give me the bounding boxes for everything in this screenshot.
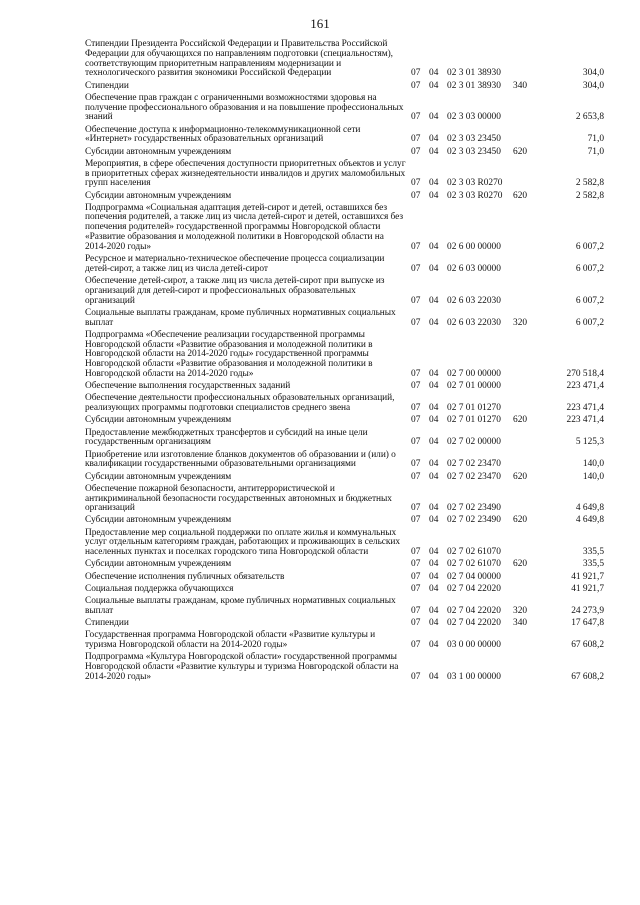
row-subsection: 04 [429, 295, 439, 306]
row-section: 07 [411, 471, 421, 482]
row-section: 07 [411, 146, 421, 157]
row-subsection: 04 [429, 618, 439, 628]
row-amount: 4 649,8 [575, 503, 604, 514]
row-section: 07 [411, 459, 421, 470]
row-subsection: 04 [429, 583, 439, 594]
row-target-code: 02 7 02 23490 [447, 503, 501, 514]
row-amount: 71,0 [587, 134, 604, 145]
table-row [85, 160, 604, 192]
row-name: Предоставление мер социальной поддержки по оплате жилья и коммунальных услуг отдельным категориям граждан, работающих и проживающих в сельских населенных пунктах и поселках городского типа Новгородской области [85, 527, 401, 558]
row-target-code: 02 7 02 23470 [447, 459, 501, 470]
row-target-code: 02 3 01 38930 [447, 80, 501, 91]
row-amount: 41 921,7 [571, 571, 604, 582]
row-section: 07 [411, 190, 421, 201]
row-section: 07 [411, 112, 421, 123]
row-subsection: 04 [429, 547, 439, 558]
row-target-code: 02 3 03 R0270 [447, 190, 503, 201]
row-subsection: 04 [429, 381, 439, 392]
row-subsection: 04 [429, 190, 439, 201]
table-row [85, 82, 604, 94]
row-subsection: 04 [429, 241, 439, 252]
row-name: Обеспечение детей-сирот, а также лиц из числа детей-сирот при выпуске из организаций для детей-сирот и профессиональных образовательных организаций [85, 276, 385, 306]
table-row [85, 204, 604, 255]
row-name: Субсидии автономным учреждениям [85, 515, 232, 526]
table-row [85, 40, 604, 82]
row-amount: 4 649,8 [575, 515, 604, 526]
row-amount: 5 125,3 [575, 437, 604, 448]
row-expense-type [513, 94, 539, 126]
row-section: 07 [411, 403, 421, 414]
table-row [85, 309, 604, 331]
row-target-code: 02 7 02 61070 [447, 559, 501, 570]
row-target-code: 02 3 03 23450 [447, 134, 501, 145]
row-amount: 304,0 [582, 68, 604, 79]
row-expense-type [513, 451, 539, 473]
row-subsection: 04 [429, 415, 439, 426]
table-row [85, 516, 604, 528]
row-expense-type [513, 255, 539, 277]
row-section: 07 [411, 369, 421, 379]
row-section: 07 [411, 571, 421, 582]
row-target-code: 02 7 00 00000 [447, 369, 501, 379]
row-subsection: 04 [429, 503, 439, 514]
row-expense-type: 340 [513, 618, 528, 628]
row-target-code: 02 7 01 01270 [447, 415, 501, 426]
row-name: Приобретение или изготовление бланков документов об образовании и (или) о квалификации государственными образовательными организациями [85, 449, 396, 470]
row-section: 07 [411, 671, 421, 682]
table-row [85, 573, 604, 585]
row-subsection: 04 [429, 459, 439, 470]
row-name: Субсидии автономным учреждениям [85, 146, 232, 157]
row-expense-type: 620 [513, 415, 528, 426]
row-target-code: 02 6 03 22030 [447, 317, 501, 328]
row-name: Подпрограмма «Социальная адаптация детей-сирот и детей, оставшихся без попечения родителей, а также лиц из числа детей-сирот и детей, оставшихся без попечения родителей» государственной программы Новгородской области «Развитие образования и молодежной политики в Новгородской области на 2014-2020 годы» [85, 202, 403, 252]
row-expense-type: 620 [513, 190, 528, 201]
row-amount: 41 921,7 [571, 583, 604, 594]
row-amount: 223 471,4 [566, 381, 604, 392]
row-name: Субсидии автономным учреждениям [85, 415, 232, 426]
row-target-code: 03 1 00 00000 [447, 671, 501, 682]
row-section: 07 [411, 503, 421, 514]
table-row [85, 148, 604, 160]
row-target-code: 02 3 03 00000 [447, 112, 501, 123]
row-section: 07 [411, 263, 421, 274]
row-subsection: 04 [429, 403, 439, 414]
row-target-code: 02 3 01 38930 [447, 68, 501, 79]
row-name: Субсидии автономным учреждениям [85, 190, 232, 201]
row-name: Стипендии [85, 618, 129, 628]
row-subsection: 04 [429, 317, 439, 328]
table-row [85, 255, 604, 277]
row-section: 07 [411, 295, 421, 306]
row-amount: 140,0 [582, 471, 604, 482]
row-amount: 335,5 [582, 547, 604, 558]
row-name: Субсидии автономным учреждениям [85, 559, 232, 570]
row-amount: 6 007,2 [575, 241, 604, 252]
row-amount: 17 647,8 [571, 618, 604, 628]
row-target-code: 02 7 02 23470 [447, 471, 501, 482]
table-row [85, 529, 604, 561]
row-target-code: 02 7 01 00000 [447, 381, 501, 392]
row-section: 07 [411, 178, 421, 189]
row-target-code: 02 7 02 61070 [447, 547, 501, 558]
row-amount: 223 471,4 [566, 415, 604, 426]
row-name: Подпрограмма «Культура Новгородской области» государственной программы Новгородской области «Развитие культуры и туризма Новгородской области на 2014-2020 годы» [85, 652, 399, 682]
row-amount: 140,0 [582, 459, 604, 470]
row-section: 07 [411, 317, 421, 328]
row-amount: 335,5 [582, 559, 604, 570]
row-expense-type [513, 429, 539, 451]
row-name: Государственная программа Новгородской области «Развитие культуры и туризма Новгородской области на 2014-2020 годы» [85, 630, 376, 650]
table-row [85, 653, 604, 685]
table-row [85, 416, 604, 428]
row-subsection: 04 [429, 559, 439, 570]
row-expense-type [513, 160, 539, 192]
row-expense-type: 620 [513, 471, 528, 482]
row-name: Обеспечение прав граждан с ограниченными возможностями здоровья на получение профессионального образования и на повышение профессиональных знаний [85, 92, 404, 123]
row-target-code: 02 6 03 22030 [447, 295, 501, 306]
row-amount: 2 582,8 [575, 178, 604, 189]
table-row [85, 429, 604, 451]
row-section: 07 [411, 437, 421, 448]
row-name: Обеспечение пожарной безопасности, антитеррористической и антикриминальной безопасности государственных автономных и бюджетных организаций [85, 483, 392, 514]
row-section: 07 [411, 618, 421, 628]
budget-table [85, 40, 604, 685]
row-name: Обеспечение выполнения государственных заданий [85, 381, 291, 392]
row-name: Ресурсное и материально-техническое обеспечение процесса социализации детей-сирот, а также лиц из числа детей-сирот [85, 254, 385, 274]
row-expense-type [513, 40, 539, 82]
row-target-code: 02 3 03 23450 [447, 146, 501, 157]
row-amount: 2 653,8 [575, 112, 604, 123]
row-section: 07 [411, 515, 421, 526]
row-name: Стипендии Президента Российской Федерации и Правительства Российской Федерации для обучающихся по направлениям подготовки (специальностям), соответствующим приоритетным направлениям модернизации и технологического развития экономики Российской Федерации [85, 39, 393, 79]
row-name: Обеспечение исполнения публичных обязательств [85, 571, 285, 582]
row-section: 07 [411, 583, 421, 594]
row-target-code: 02 6 00 00000 [447, 241, 501, 252]
row-name: Мероприятия, в сфере обеспечения доступности приоритетных объектов и услуг в приоритетных сферах жизнедеятельности инвалидов и других маломобильных групп населения [85, 158, 406, 189]
row-subsection: 04 [429, 605, 439, 616]
row-section: 07 [411, 605, 421, 616]
table-row [85, 631, 604, 653]
row-amount: 71,0 [587, 146, 604, 157]
row-section: 07 [411, 639, 421, 650]
row-amount: 304,0 [582, 80, 604, 91]
row-subsection: 04 [429, 671, 439, 682]
row-amount: 270 518,4 [566, 369, 604, 379]
table-row [85, 485, 604, 517]
row-section: 07 [411, 241, 421, 252]
table-row [85, 451, 604, 473]
row-expense-type [513, 573, 539, 585]
row-section: 07 [411, 547, 421, 558]
row-section: 07 [411, 80, 421, 91]
row-expense-type [513, 382, 539, 394]
row-expense-type [513, 277, 539, 309]
row-expense-type: 620 [513, 559, 528, 570]
row-amount: 6 007,2 [575, 263, 604, 274]
row-name: Предоставление межбюджетных трансфертов и субсидий на иные цели государственным организациям [85, 427, 368, 448]
row-target-code: 02 7 04 00000 [447, 571, 501, 582]
budget-table-body [85, 40, 604, 685]
row-subsection: 04 [429, 639, 439, 650]
table-row [85, 192, 604, 204]
row-target-code: 02 6 03 00000 [447, 263, 501, 274]
row-expense-type [513, 331, 539, 382]
table-row [85, 394, 604, 416]
row-section: 07 [411, 415, 421, 426]
row-subsection: 04 [429, 437, 439, 448]
row-amount: 6 007,2 [575, 317, 604, 328]
table-row [85, 331, 604, 382]
table-row [85, 126, 604, 148]
row-target-code: 02 7 02 00000 [447, 437, 501, 448]
row-target-code: 02 7 04 22020 [447, 618, 501, 628]
row-name: Субсидии автономным учреждениям [85, 471, 232, 482]
row-subsection: 04 [429, 571, 439, 582]
table-row [85, 277, 604, 309]
row-name: Социальная поддержка обучающихся [85, 583, 234, 594]
row-expense-type [513, 204, 539, 255]
row-expense-type: 320 [513, 605, 528, 616]
row-expense-type [513, 653, 539, 685]
row-subsection: 04 [429, 471, 439, 482]
row-target-code: 02 7 01 01270 [447, 403, 501, 414]
row-section: 07 [411, 134, 421, 145]
row-subsection: 04 [429, 515, 439, 526]
row-amount: 223 471,4 [566, 403, 604, 414]
row-name: Обеспечение доступа к информационно-телекоммуникационной сети «Интернет» государственных образовательных организаций [85, 124, 361, 145]
row-expense-type [513, 394, 539, 416]
row-expense-type [513, 529, 539, 561]
table-row [85, 560, 604, 572]
row-amount: 2 582,8 [575, 190, 604, 201]
row-expense-type: 320 [513, 317, 528, 328]
row-subsection: 04 [429, 80, 439, 91]
row-subsection: 04 [429, 369, 439, 379]
row-section: 07 [411, 381, 421, 392]
row-section: 07 [411, 559, 421, 570]
row-expense-type: 340 [513, 80, 528, 91]
row-expense-type: 620 [513, 515, 528, 526]
row-subsection: 04 [429, 134, 439, 145]
row-expense-type [513, 485, 539, 517]
row-name: Стипендии [85, 80, 129, 91]
row-amount: 6 007,2 [575, 295, 604, 306]
row-name: Социальные выплаты гражданам, кроме публичных нормативных социальных выплат [85, 596, 396, 616]
row-subsection: 04 [429, 112, 439, 123]
row-subsection: 04 [429, 68, 439, 79]
row-amount: 24 273,9 [571, 605, 604, 616]
row-subsection: 04 [429, 178, 439, 189]
row-subsection: 04 [429, 263, 439, 274]
table-row [85, 473, 604, 485]
row-amount: 67 608,2 [571, 639, 604, 650]
row-expense-type [513, 126, 539, 148]
table-row [85, 597, 604, 619]
row-target-code: 03 0 00 00000 [447, 639, 501, 650]
row-target-code: 02 7 04 22020 [447, 605, 501, 616]
row-expense-type: 620 [513, 146, 528, 157]
row-name: Подпрограмма «Обеспечение реализации государственной программы Новгородской области «Развитие образования и молодежной политики в Новгородской области на 2014-2020 годы» государственной программы Новгородской области «Развитие образования и молодежной политики в Новгородской области на 2014-2020 годы» [85, 329, 373, 379]
row-amount: 67 608,2 [571, 671, 604, 682]
row-section: 07 [411, 68, 421, 79]
row-expense-type [513, 585, 539, 597]
table-row [85, 94, 604, 126]
page-number: 161 [310, 16, 330, 31]
row-target-code: 02 7 02 23490 [447, 515, 501, 526]
row-subsection: 04 [429, 146, 439, 157]
row-name: Обеспечение деятельности профессиональных образовательных организаций, реализующих программы подготовки специалистов среднего звена [85, 393, 395, 414]
row-expense-type [513, 631, 539, 653]
row-name: Социальные выплаты гражданам, кроме публичных нормативных социальных выплат [85, 307, 396, 328]
row-target-code: 02 7 04 22020 [447, 583, 501, 594]
row-target-code: 02 3 03 R0270 [447, 178, 503, 189]
